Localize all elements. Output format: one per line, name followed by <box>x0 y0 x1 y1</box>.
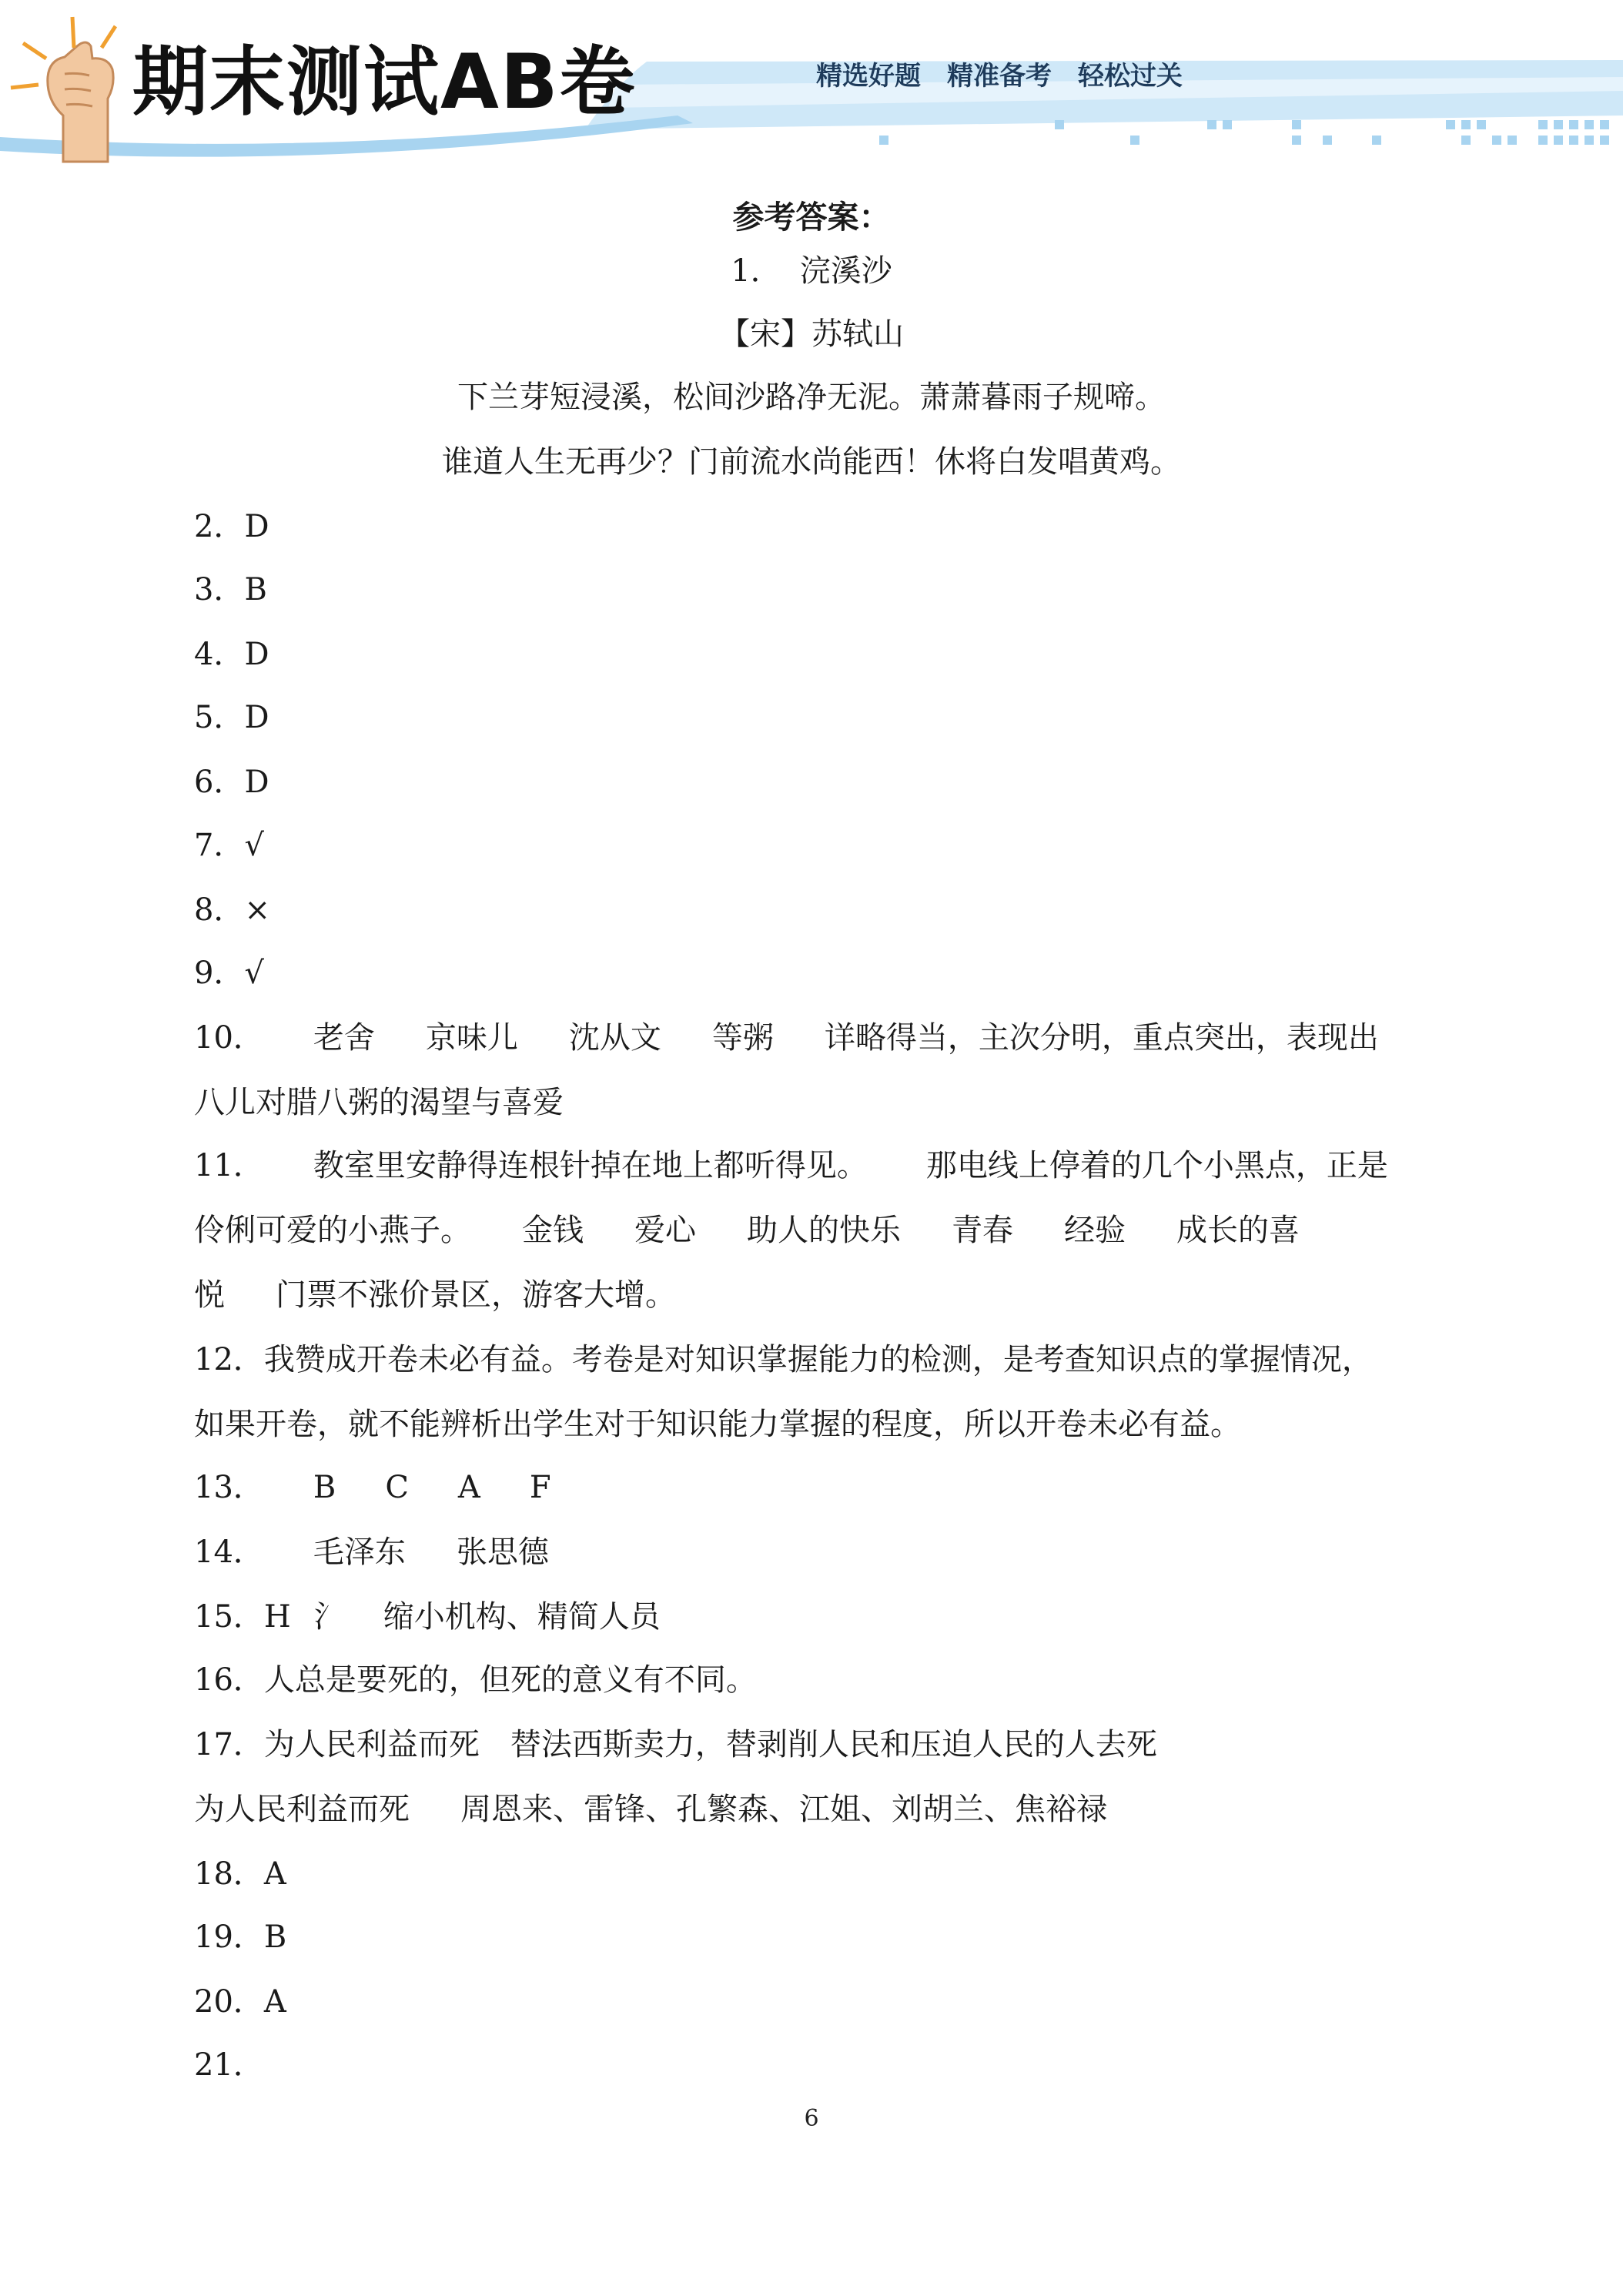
answer-11-word-5: 经验 <box>1064 1213 1126 1248</box>
answer-11-word-3: 助人的快乐 <box>747 1213 901 1248</box>
answer-13-part-2: C <box>385 1470 409 1505</box>
page-header-banner <box>0 0 1623 166</box>
answer-21: 21． <box>194 2047 264 2083</box>
slogan-3: 轻松过关 <box>1078 61 1183 92</box>
answer-17-part-b: 周恩来、雷锋、孔繁森、江姐、刘胡兰、焦裕禄 <box>460 1792 1107 1827</box>
answer-17-continued <box>194 1794 1107 1825</box>
answer-13 <box>194 1472 551 1503</box>
answer-7: 7．√ <box>194 828 264 863</box>
answer-15-part-3: 缩小机构、精简人员 <box>383 1599 661 1635</box>
answer-15-part-1: H <box>263 1599 291 1635</box>
answer-11-word-1: 金钱 <box>522 1213 584 1248</box>
answer-11-word-6: 成长的喜 <box>1176 1213 1300 1248</box>
answer-10-part-1: 老舍 <box>313 1020 375 1056</box>
answers-title: 参考答案： <box>732 199 891 236</box>
answer-18: 18．A <box>194 1856 286 1892</box>
slogan-1: 精选好题 <box>816 61 921 92</box>
answer-15-part-2: 氵 <box>313 1599 345 1635</box>
answer-17-part-a: 为人民利益而死 <box>194 1792 410 1827</box>
poem-line-1: 下兰芽短浸溪，松间沙路净无泥。萧萧暮雨子规啼。 <box>457 380 1166 415</box>
answer-10-part-3: 沈从文 <box>568 1020 661 1056</box>
answer-14-part-2: 张思德 <box>456 1535 549 1570</box>
poem-title: 浣溪沙 <box>799 253 892 289</box>
answer-19: 19．B <box>194 1919 287 1955</box>
answer-11-word-4: 青春 <box>952 1213 1013 1248</box>
answer-11-sentence-b: 那电线上停着的几个小黑点，正是 <box>925 1148 1388 1183</box>
answer-17: 17．为人民利益而死 替法西斯卖力，替剥削人民和压迫人民的人去死 <box>194 1727 1157 1762</box>
answer-13-part-3: A <box>457 1470 480 1505</box>
answer-14-number: 14． <box>194 1535 264 1570</box>
answer-12: 12．我赞成开卷未必有益。考卷是对知识掌握能力的检测，是考查知识点的掌握情况， <box>194 1342 1373 1377</box>
poem-author: 【宋】苏轼山 <box>719 316 904 352</box>
answer-10-part-4: 等粥 <box>711 1020 774 1056</box>
answer-11-sentence-f: 门票不涨价景区，游客大增。 <box>276 1277 676 1313</box>
banner-slogans <box>816 61 1209 92</box>
answer-2: 2．D <box>194 509 269 544</box>
answer-13-part-1: B <box>313 1470 336 1505</box>
poem-title-line <box>0 253 1623 289</box>
answer-15-number: 15． <box>194 1599 264 1635</box>
answer-3: 3．B <box>194 572 267 607</box>
answer-10 <box>194 1020 1379 1056</box>
poem-number: 1． <box>731 253 781 289</box>
answer-11-word-2: 爱心 <box>634 1213 696 1248</box>
answer-4: 4．D <box>194 637 269 672</box>
page-number: 6 <box>804 2105 819 2132</box>
answer-13-part-4: F <box>529 1470 551 1505</box>
answer-13-number: 13． <box>194 1470 264 1505</box>
answer-10-part-5: 详略得当，主次分明，重点突出，表现出 <box>824 1020 1379 1056</box>
answer-11-sentence-a: 教室里安静得连根针掉在地上都听得见。 <box>313 1148 868 1183</box>
answer-11-line-2 <box>194 1215 1300 1246</box>
answer-10-number: 10． <box>194 1020 264 1056</box>
answer-16: 16．人总是要死的，但死的意义有不同。 <box>194 1662 757 1698</box>
slogan-2: 精准备考 <box>947 61 1052 92</box>
answer-14 <box>194 1537 549 1568</box>
answer-11 <box>194 1150 1388 1181</box>
answer-11-line-3 <box>194 1277 676 1313</box>
banner-title: 期末测试AB卷 <box>132 38 637 126</box>
answer-12-continued: 如果开卷，就不能辨析出学生对于知识能力掌握的程度，所以开卷未必有益。 <box>194 1407 1241 1442</box>
answer-6: 6．D <box>194 765 269 800</box>
answer-11-sentence-c: 伶俐可爱的小燕子。 <box>194 1213 471 1248</box>
answer-9: 9．√ <box>194 956 264 991</box>
poem-line-2: 谁道人生无再少？门前流水尚能西！休将白发唱黄鸡。 <box>442 444 1181 480</box>
answer-20: 20．A <box>194 1984 286 2020</box>
answer-5: 5．D <box>194 700 269 735</box>
answer-11-number: 11． <box>194 1148 264 1183</box>
answer-15 <box>194 1599 661 1635</box>
answer-10-part-2: 京味儿 <box>425 1020 518 1056</box>
answer-14-part-1: 毛泽东 <box>313 1535 406 1570</box>
answer-11-word-6-end: 悦 <box>194 1277 225 1313</box>
answer-8: 8．× <box>194 892 270 928</box>
answer-10-continued: 八儿对腊八粥的渴望与喜爱 <box>194 1085 564 1120</box>
